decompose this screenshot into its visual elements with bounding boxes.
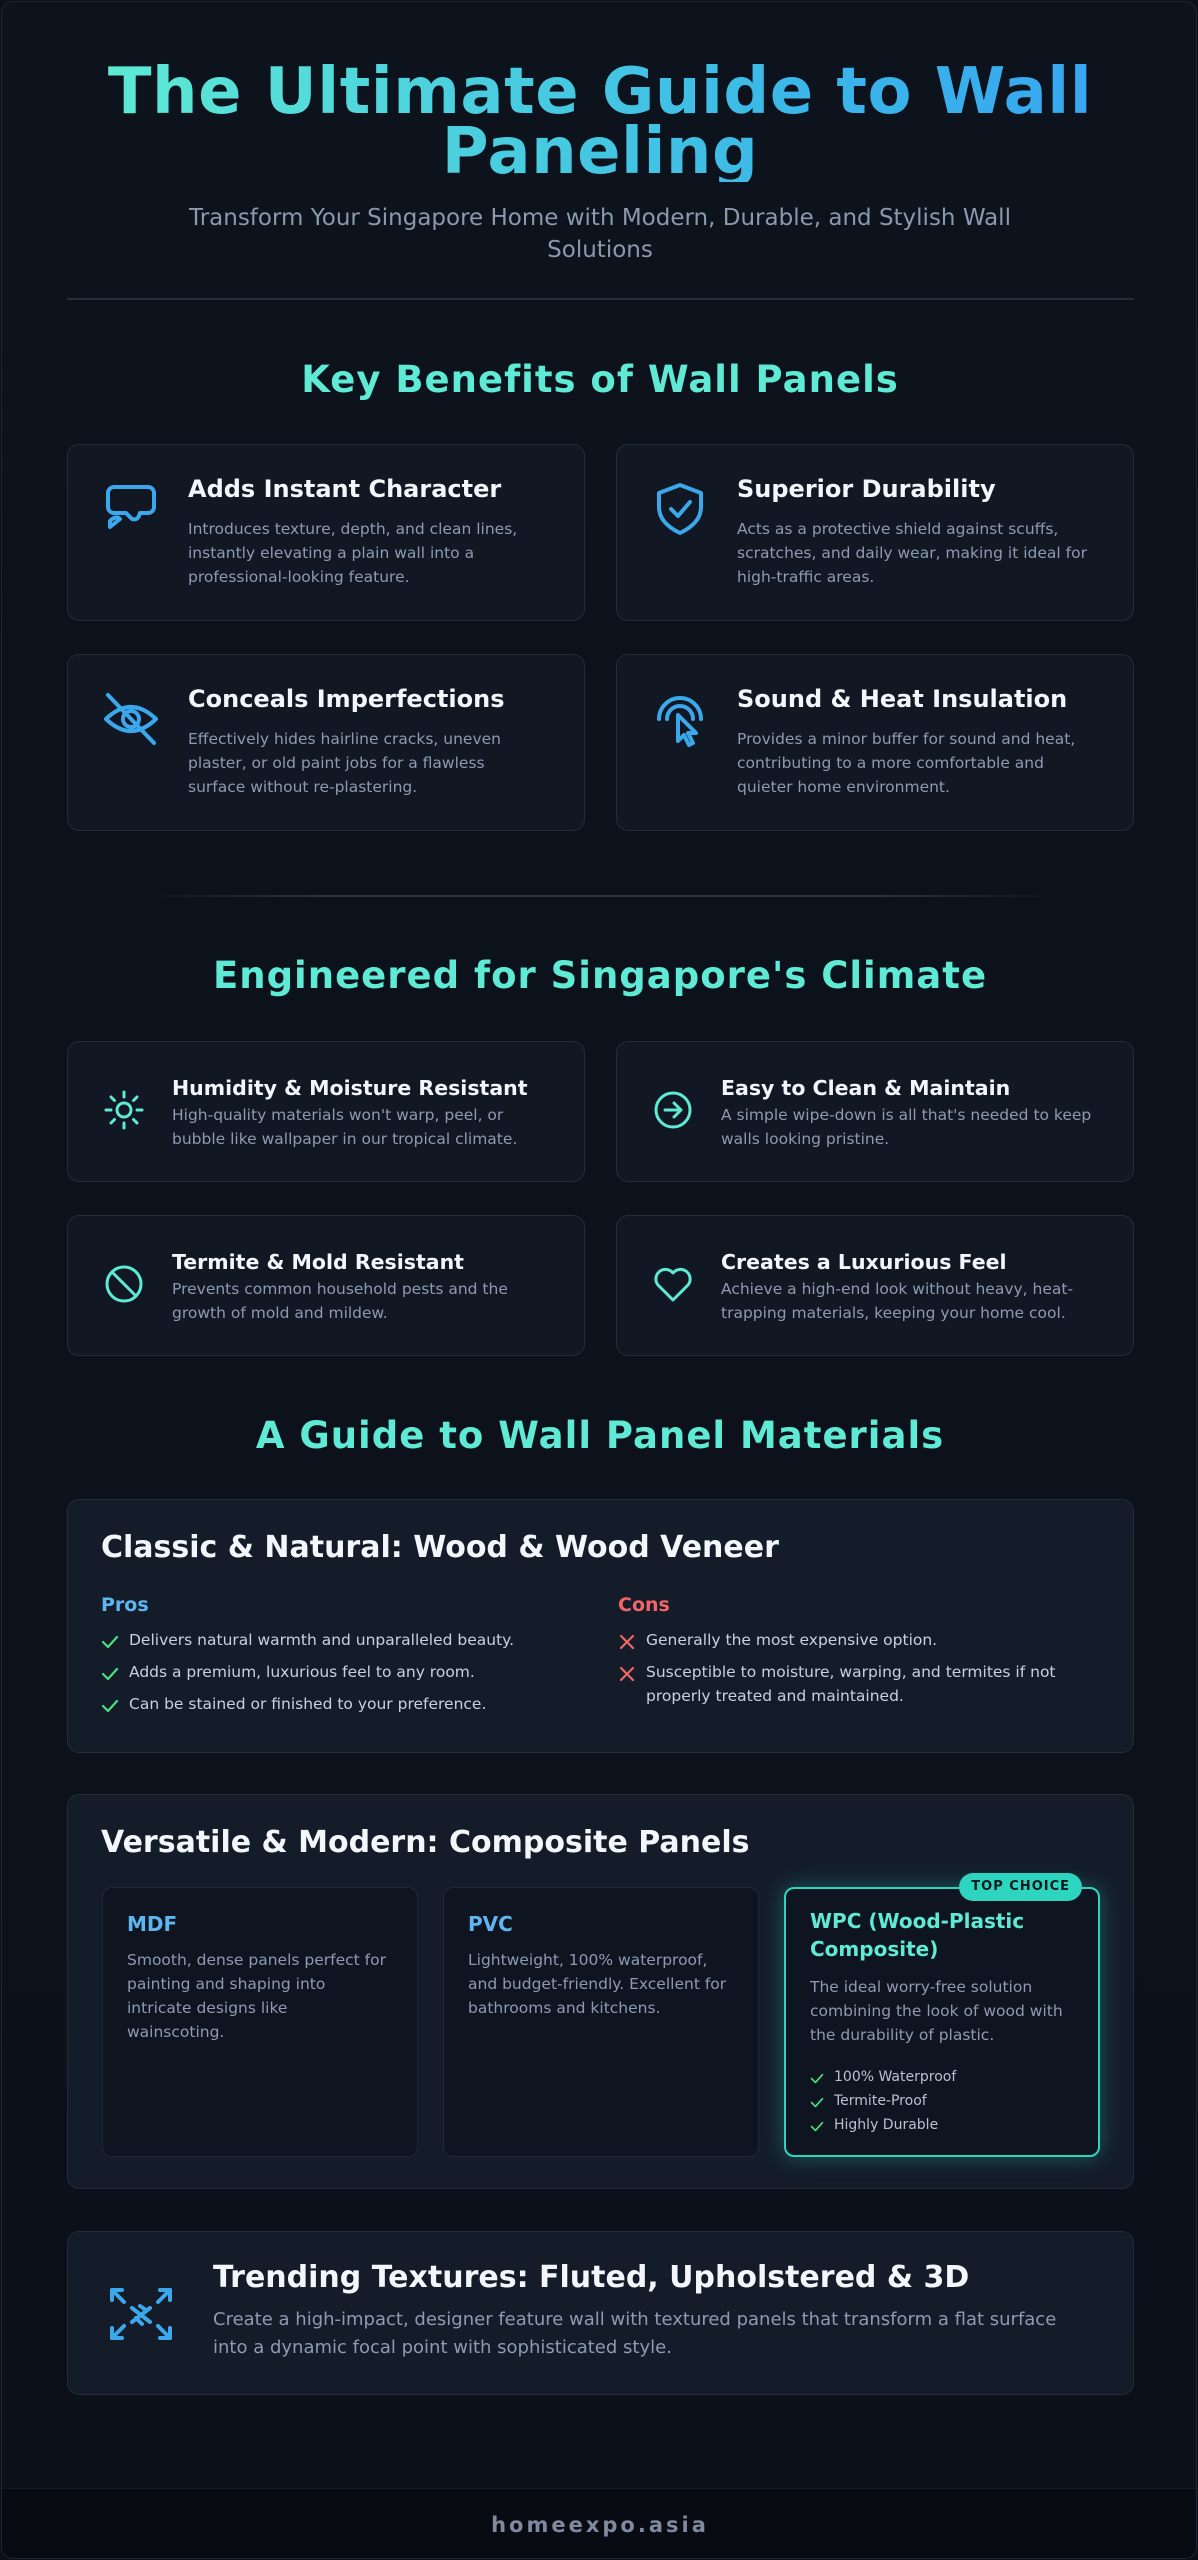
con-item	[618, 1628, 1098, 1652]
expand-arrows-icon	[106, 2284, 176, 2344]
benefit-card	[616, 444, 1134, 621]
option-desc: The ideal worry-free solution combining the look of wood with the durability of plastic.	[810, 1978, 1063, 2044]
infographic	[1, 1, 1197, 2559]
x-icon	[618, 1660, 636, 1684]
check-icon	[101, 1692, 119, 1716]
pro-item	[101, 1660, 581, 1684]
wood-material-card	[67, 1499, 1134, 1753]
climate-title: Humidity & Moisture Resistant	[172, 1076, 528, 1100]
check-icon	[810, 2089, 824, 2113]
climate-title: Termite & Mold Resistant	[172, 1250, 464, 1274]
mdf-option	[102, 1887, 418, 2157]
trending-desc: Create a high-impact, designer feature wall with textured panels that transform a flat surface into a dynamic focal point with sophisticated style.	[213, 2309, 1057, 2358]
con-text: Generally the most expensive option.	[646, 1631, 938, 1649]
climate-desc: High-quality materials won't warp, peel, or bubble like wallpaper in our tropical climate.	[172, 1106, 518, 1148]
benefit-title: Conceals Imperfections	[188, 685, 505, 713]
check-icon	[101, 1660, 119, 1684]
pro-text: Can be stained or finished to your preference.	[129, 1695, 487, 1713]
benefit-card	[616, 654, 1134, 831]
benefit-card	[67, 444, 585, 621]
wpc-option	[784, 1879, 1100, 2157]
pros-label: Pros	[101, 1594, 149, 1616]
climate-desc: Prevents common household pests and the growth of mold and mildew.	[172, 1280, 508, 1322]
wpc-feature: Termite-Proof	[810, 2089, 927, 2113]
option-title: PVC	[468, 1912, 513, 1936]
benefit-title: Adds Instant Character	[188, 475, 502, 503]
trending-card	[67, 2231, 1134, 2395]
option-desc: Lightweight, 100% waterproof, and budget-friendly. Excellent for bathrooms and kitchens.	[468, 1951, 727, 2017]
benefit-desc: Effectively hides hairline cracks, uneven plaster, or old paint jobs for a flawless surface without re-plastering.	[188, 730, 501, 796]
footer	[2, 2488, 1197, 2559]
heart-icon	[651, 1262, 695, 1306]
composite-title: Versatile & Modern: Composite Panels	[101, 1825, 750, 1860]
arrow-circle-icon	[651, 1088, 695, 1132]
pro-item	[101, 1628, 581, 1652]
page-subtitle: Transform Your Singapore Home with Modern, Durable, and Stylish Wall Solutions	[189, 205, 1011, 263]
divider	[67, 298, 1134, 300]
pro-item	[101, 1692, 581, 1716]
option-title: MDF	[127, 1912, 178, 1936]
climate-title: Creates a Luxurious Feel	[721, 1250, 1007, 1274]
benefit-desc: Introduces texture, depth, and clean lines, instantly elevating a plain wall into a professional-looking feature.	[188, 520, 518, 586]
climate-title: Easy to Clean & Maintain	[721, 1076, 1011, 1100]
trending-title: Trending Textures: Fluted, Upholstered & 3D	[213, 2260, 970, 2295]
speech-bubble-icon	[102, 479, 160, 537]
option-title: WPC (Wood-Plastic Composite)	[810, 1909, 1025, 1961]
benefit-title: Sound & Heat Insulation	[737, 685, 1068, 713]
wpc-feature: 100% Waterproof	[810, 2065, 956, 2089]
cons-label: Cons	[618, 1594, 670, 1616]
benefits-heading: Key Benefits of Wall Panels	[301, 358, 899, 401]
header	[2, 55, 1197, 266]
sun-icon	[102, 1088, 146, 1132]
option-desc: Smooth, dense panels perfect for painting and shaping into intricate designs like wainscoting.	[127, 1951, 386, 2041]
climate-card	[616, 1041, 1134, 1182]
con-item	[618, 1660, 1098, 1708]
wpc-feature: Highly Durable	[810, 2113, 938, 2137]
materials-heading: A Guide to Wall Panel Materials	[255, 1414, 945, 1457]
tap-waves-icon	[651, 689, 709, 747]
climate-desc: Achieve a high-end look without heavy, heat-trapping materials, keeping your home cool.	[721, 1280, 1074, 1322]
check-icon	[810, 2065, 824, 2089]
eye-off-icon	[102, 689, 160, 747]
pro-text: Delivers natural warmth and unparalleled beauty.	[129, 1631, 515, 1649]
climate-card	[616, 1215, 1134, 1356]
x-icon	[618, 1628, 636, 1652]
pro-text: Adds a premium, luxurious feel to any room.	[129, 1663, 475, 1681]
check-icon	[101, 1628, 119, 1652]
page-title: The Ultimate Guide to Wall Paneling	[100, 62, 1100, 182]
benefit-desc: Provides a minor buffer for sound and heat, contributing to a more comfortable and quieter home environment.	[737, 730, 1076, 796]
benefit-title: Superior Durability	[737, 475, 996, 503]
climate-desc: A simple wipe-down is all that's needed to keep walls looking pristine.	[721, 1106, 1092, 1148]
composite-material-card	[67, 1794, 1134, 2189]
ban-icon	[102, 1262, 146, 1306]
benefit-card	[67, 654, 585, 831]
shield-check-icon	[651, 479, 709, 537]
pvc-option	[443, 1887, 759, 2157]
climate-card	[67, 1041, 585, 1182]
benefit-desc: Acts as a protective shield against scuffs, scratches, and daily wear, making it ideal for high-traffic areas.	[737, 520, 1087, 586]
check-icon	[810, 2113, 824, 2137]
footer-link[interactable]: homeexpo.asia	[491, 2513, 709, 2537]
wood-title: Classic & Natural: Wood & Wood Veneer	[101, 1530, 779, 1565]
divider	[132, 895, 1069, 897]
con-text: Susceptible to moisture, warping, and termites if not properly treated and maintained.	[646, 1663, 1056, 1705]
climate-card	[67, 1215, 585, 1356]
climate-heading: Engineered for Singapore's Climate	[212, 954, 988, 997]
top-choice-badge: TOP CHOICE	[959, 1873, 1082, 1901]
